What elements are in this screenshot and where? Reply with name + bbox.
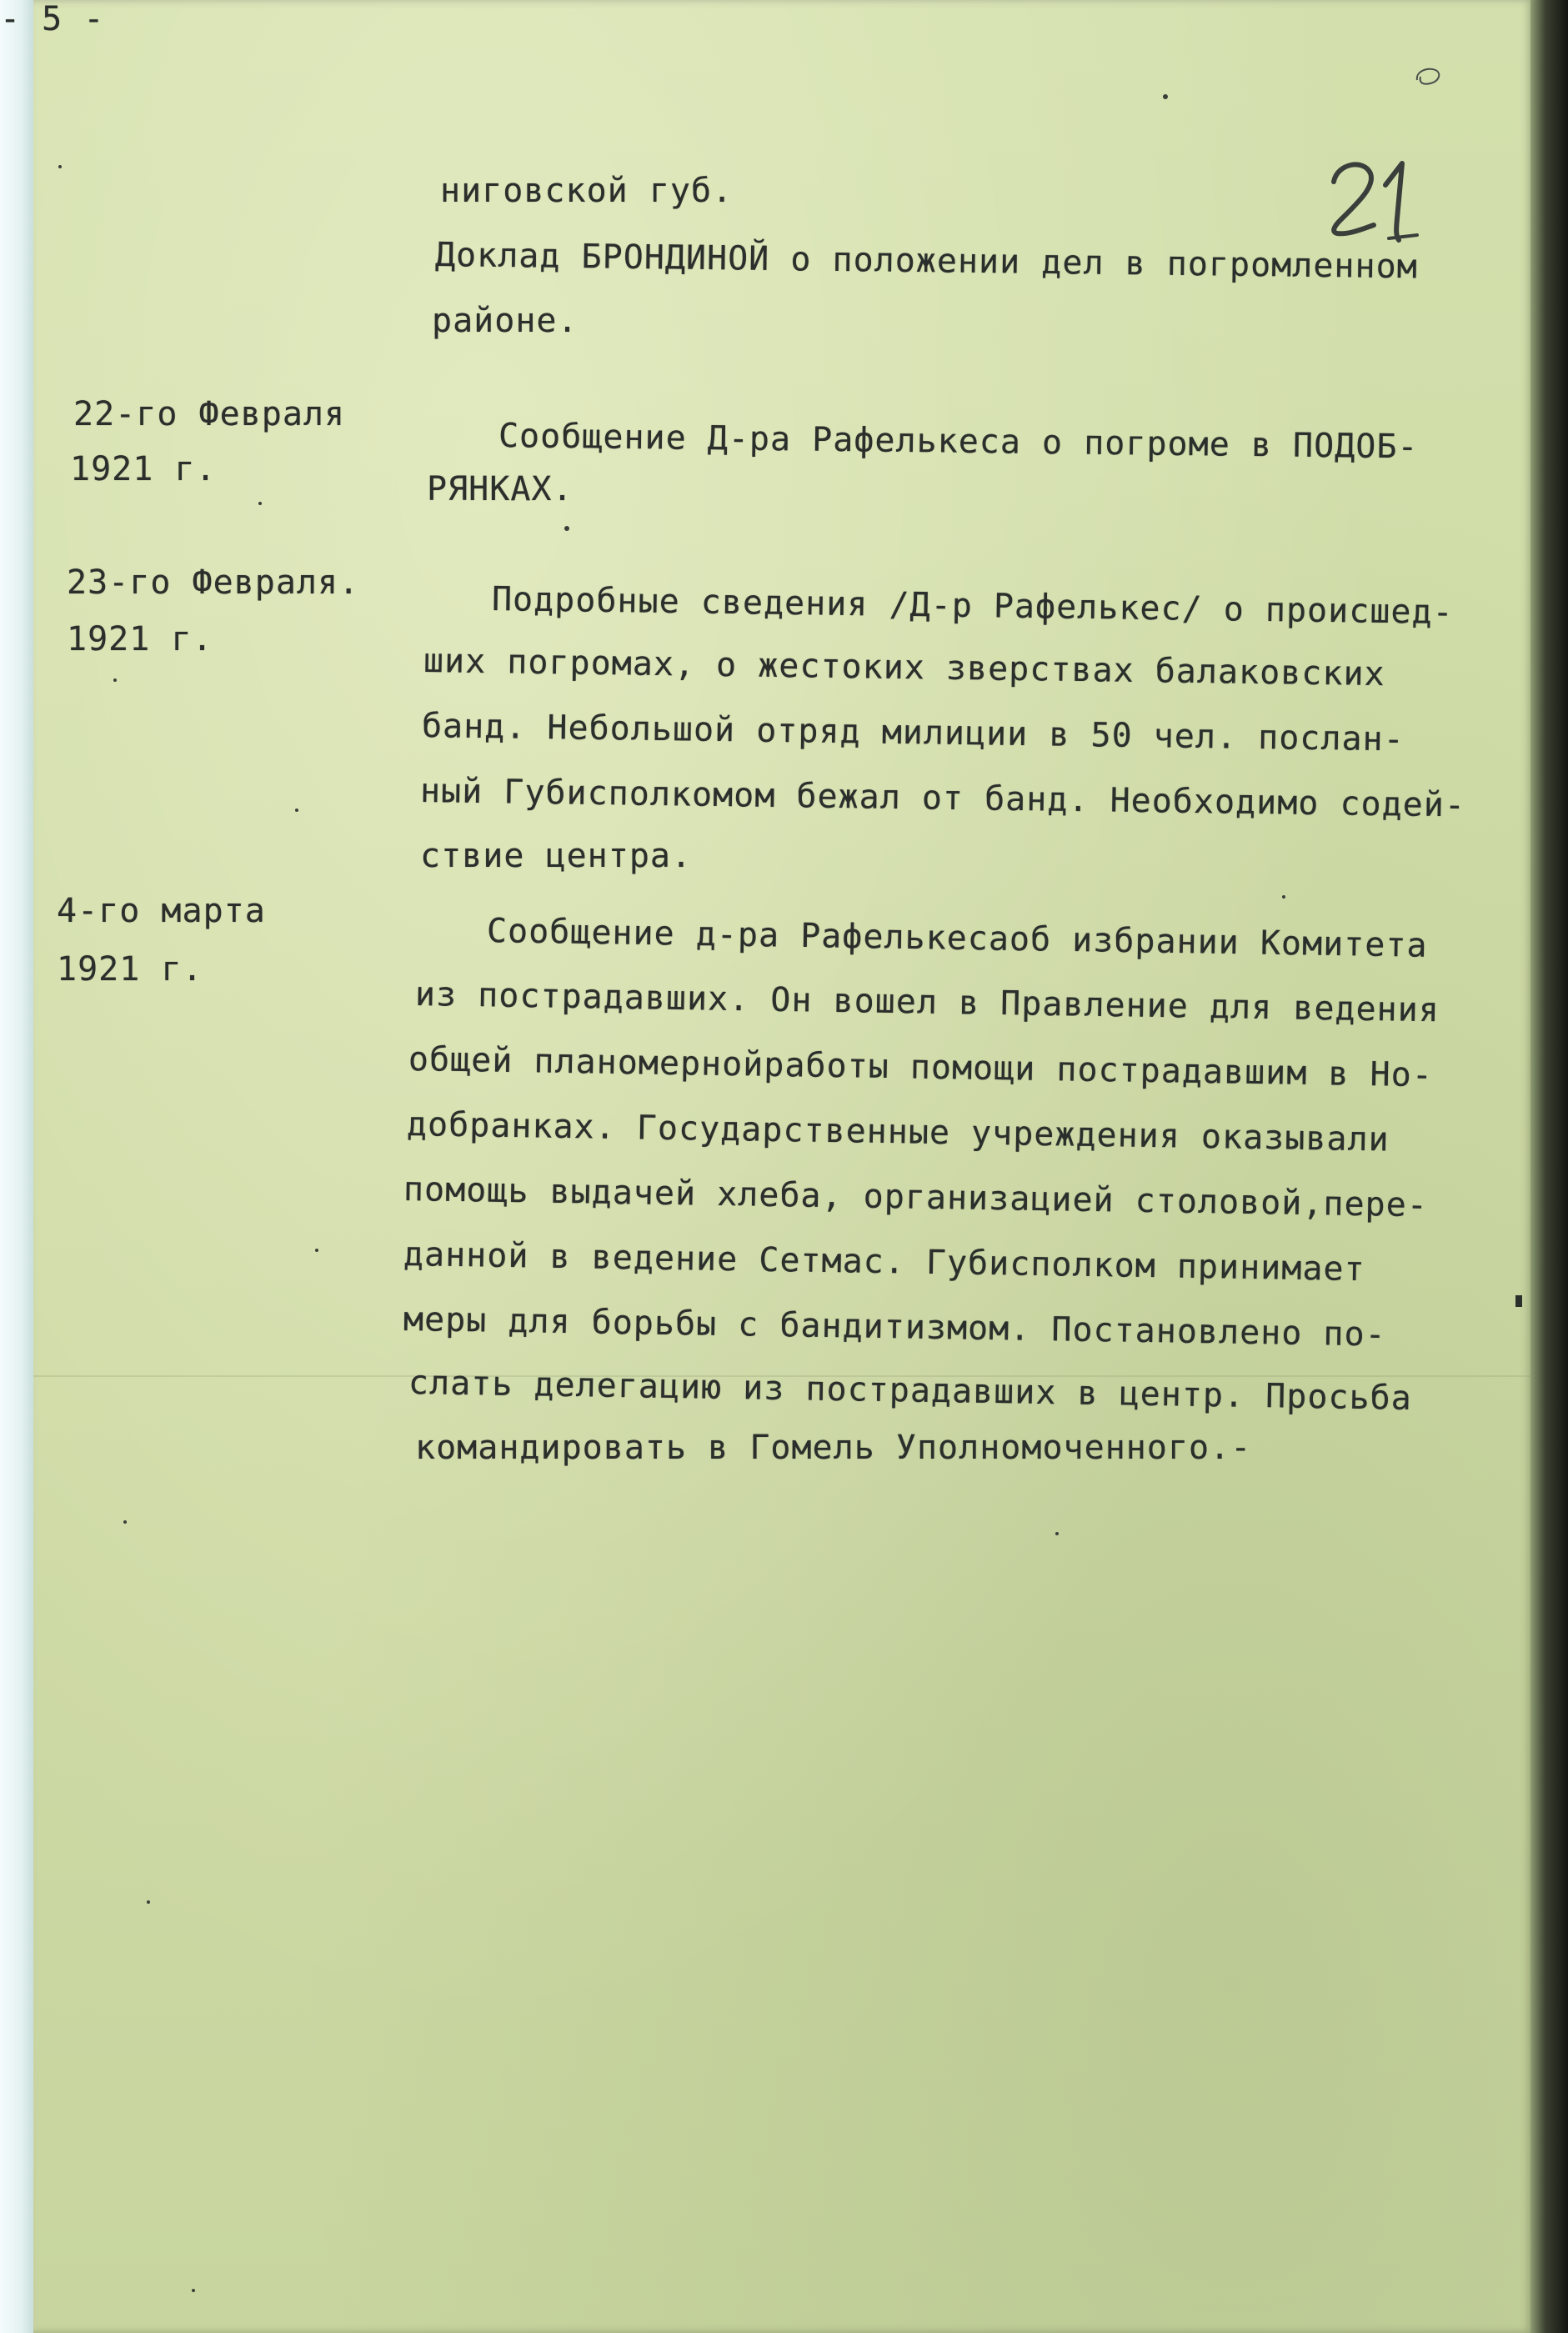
entry-date-line-1: 23-го Февраля. [67,563,360,602]
intro-line-3: районе. [432,302,579,340]
entry-text-line: общей планомернойработы помощи пострадавшим в Но- [408,1040,1434,1095]
page-number: - 5 - [0,0,105,38]
entry-date-line-1: 22-го Февраля [73,395,346,433]
intro-line-2: Доклад БРОНДИНОЙ о положении дел в погромленном [434,236,1419,287]
entry-text-line: Подробные сведения /Д-р Рафелькес/ о происшед- [491,580,1454,633]
document-sheet [33,0,1534,2333]
entry-text-line: командировать в Гомель Уполномоченного.- [415,1429,1252,1467]
entry-text-line: РЯНКАХ. [427,470,574,508]
entry-text-line: ствие центра. [420,837,693,875]
entry-text-line: Сообщение Д-ра Рафелькеса о погроме в ПОДОБ- [498,417,1419,467]
entry-date-line-2: 1921 г. [57,950,203,989]
entry-text-line: из пострадавших. Он вошел в Правление для ведения [414,975,1440,1030]
entry-text-line: меры для борьбы с бандитизмом. Постановлено по- [403,1300,1387,1354]
entry-date-line-2: 1921 г. [67,620,213,658]
archive-folio-number [1315,148,1432,257]
pencil-circle-mark [1409,60,1450,93]
entry-date-line-1: 4-го марта [57,892,266,930]
entry-text-line: банд. Небольшой отряд милиции в 50 чел. послан- [421,707,1405,759]
entry-text-line: ших погромах, о жестоких зверствах балаковских [423,642,1385,694]
entry-text-line: Сообщение д-ра Рафелькесаоб избрании Комитета [486,912,1428,965]
intro-line-1: ниговской губ. [440,172,734,210]
entry-text-line: добранках. Государственные учреждения оказывали [406,1105,1390,1159]
entry-date-line-2: 1921 г. [70,450,217,488]
entry-text-line: слать делегацию из пострадавших в центр. Просьба [408,1364,1413,1418]
sheet-right-edge [1530,0,1568,2333]
entry-text-line: данной в ведение Сетмас. Губисполком принимает [403,1235,1366,1289]
entry-text-line: помощь выдачей хлеба, организацией столовой,пере- [403,1170,1429,1225]
entry-text-line: ный Губисполкомом бежал от банд. Необходимо содей- [419,772,1466,825]
